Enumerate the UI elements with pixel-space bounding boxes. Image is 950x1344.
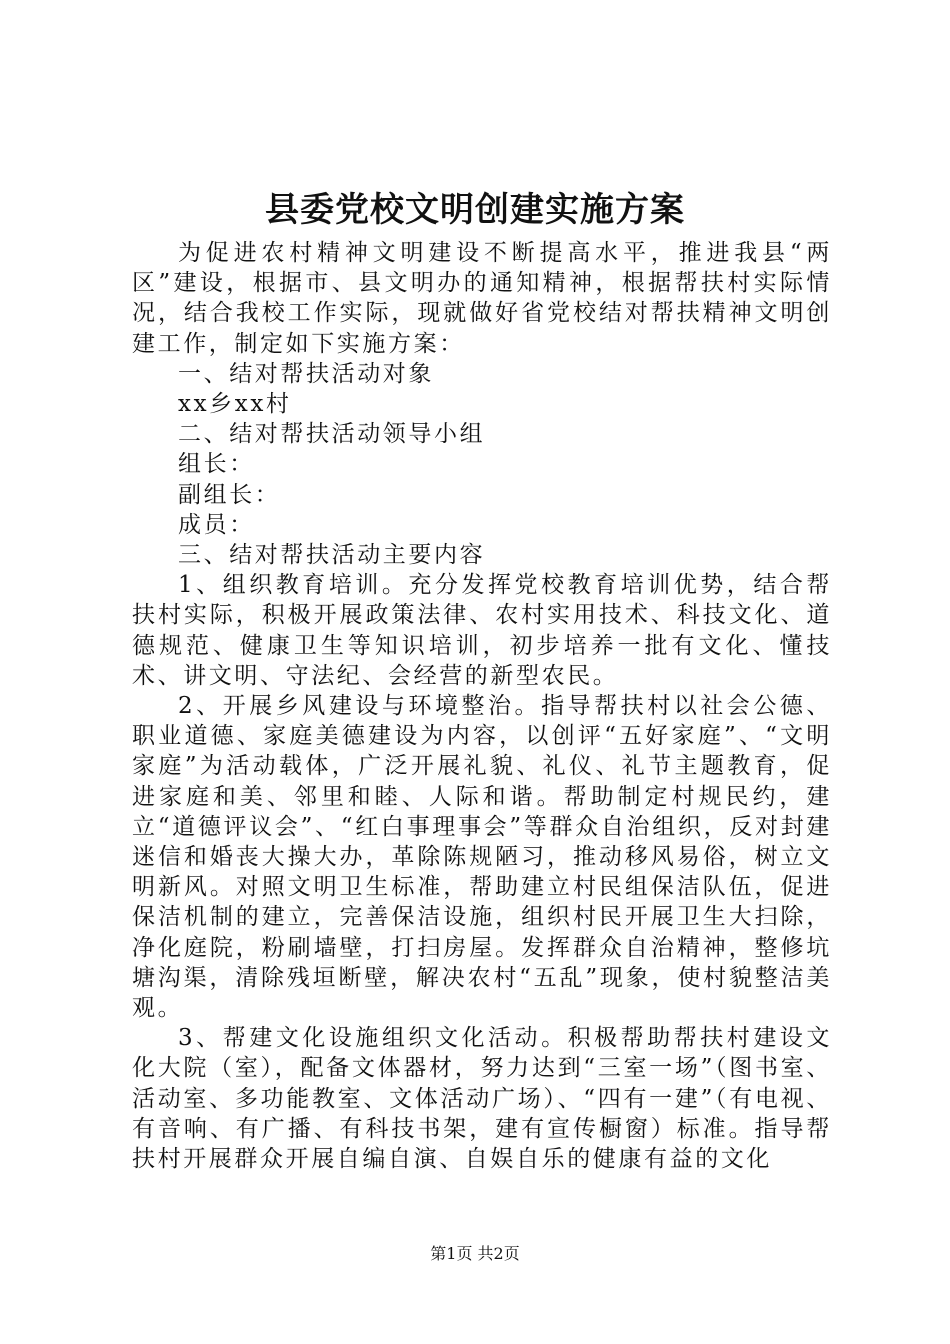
item-1-paragraph: 1、组织教育培训。充分发挥党校教育培训优势，结合帮扶村实际，积极开展政策法律、农村实用技术、科技文化、道德规范、健康卫生等知识培训，初步培养一批有文化、懂技术、讲文明、守法纪、会经营的新型农民。 [132, 572, 832, 689]
document-body [132, 238, 832, 1174]
deputy-leader-label: 副组长： [178, 481, 281, 508]
page-footer: 第1页 共2页 [430, 1244, 520, 1263]
section-3-heading: 三、结对帮扶活动主要内容 [178, 542, 486, 569]
item-2-paragraph: 2、开展乡风建设与环境整治。指导帮扶村以社会公德、职业道德、家庭美德建设为内容，以创评“五好家庭”、“文明家庭”为活动载体，广泛开展礼貌、礼仪、礼节主题教育，促进家庭和美、邻里和睦、人际和谐。帮助制定村规民约，建立“道德评议会”、“红白事理事会”等群众自治组织，反对封建迷信和婚丧大操大办，革除陈规陋习，推动移风易俗，树立文明新风。对照文明卫生标准，帮助建立村民组保洁队伍，促进保洁机制的建立，完善保洁设施，组织村民开展卫生大扫除，净化庭院，粉刷墙壁，打扫房屋。发挥群众自治精神，整修坑塘沟渠，清除残垣断壁，解决农村“五乱”现象，使村貌整洁美观。 [132, 693, 832, 1022]
intro-paragraph: 为促进农村精神文明建设不断提高水平，推进我县“两区”建设，根据市、县文明办的通知精神，根据帮扶村实际情况，结合我校工作实际，现就做好省党校结对帮扶精神文明创建工作，制定如下实施方案： [132, 240, 832, 357]
section-1-target: xx乡xx村 [178, 391, 292, 418]
section-1-heading: 一、结对帮扶活动对象 [178, 360, 434, 387]
members-label: 成员： [178, 511, 255, 538]
leader-label: 组长： [178, 451, 255, 478]
section-2-heading: 二、结对帮扶活动领导小组 [178, 421, 486, 448]
document-title: 县委党校文明创建实施方案 [265, 190, 685, 230]
item-3-paragraph: 3、帮建文化设施组织文化活动。积极帮助帮扶村建设文化大院（室），配备文体器材，努力达到“三室一场”（图书室、活动室、多功能教室、文体活动广场）、“四有一建”（有电视、有音响、有广播、有科技书架，建有宣传橱窗）标准。指导帮扶村开展群众开展自编自演、自娱自乐的健康有益的文化 [132, 1025, 832, 1173]
